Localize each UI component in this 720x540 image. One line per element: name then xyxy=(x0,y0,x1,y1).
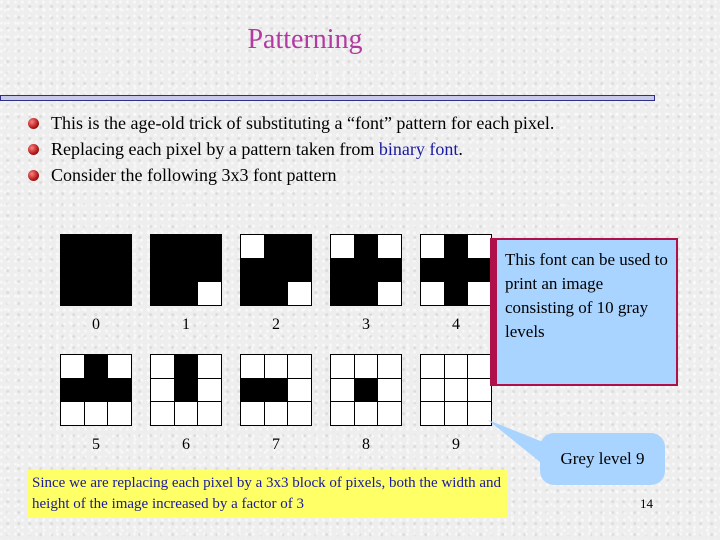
glyph-cell xyxy=(288,379,311,402)
glyph-cell xyxy=(331,402,354,425)
glyph-cell xyxy=(151,259,174,282)
bullet-item xyxy=(28,162,554,188)
glyph-cell xyxy=(198,379,221,402)
glyph-cell xyxy=(355,259,378,282)
glyph-label: 5 xyxy=(92,436,100,453)
glyph-label: 8 xyxy=(362,436,370,453)
glyph-cell xyxy=(355,402,378,425)
glyph-cell xyxy=(355,282,378,305)
glyph-cell xyxy=(288,402,311,425)
glyph-cell xyxy=(445,282,468,305)
glyph-cell xyxy=(61,282,84,305)
glyph-cell xyxy=(331,379,354,402)
bullet-text-suffix: . xyxy=(458,139,463,159)
glyph-cell xyxy=(108,282,131,305)
bullet-text xyxy=(51,136,463,162)
glyph-cell xyxy=(241,259,264,282)
glyph-cell xyxy=(421,402,444,425)
glyph-cell xyxy=(241,355,264,378)
glyph-cell xyxy=(331,235,354,258)
glyph-2 xyxy=(240,234,312,306)
glyph-cell xyxy=(61,235,84,258)
glyph-cell xyxy=(445,355,468,378)
glyph-cell xyxy=(445,259,468,282)
glyph-0 xyxy=(60,234,132,306)
glyph-cell xyxy=(445,235,468,258)
glyph-cell xyxy=(175,259,198,282)
glyph-cell xyxy=(151,379,174,402)
note-box: Since we are replacing each pixel by a 3x3 block of pixels, both the width and height of the image increased by a factor of 3 xyxy=(28,470,508,518)
glyph-label: 0 xyxy=(92,316,100,333)
glyph-cell xyxy=(355,379,378,402)
glyph-cell xyxy=(468,355,491,378)
glyph-cell xyxy=(108,235,131,258)
grey-level-label: Grey level 9 xyxy=(540,433,665,485)
glyph-9 xyxy=(420,354,492,426)
glyph-cell xyxy=(265,259,288,282)
glyph-cell xyxy=(265,235,288,258)
glyph-cell xyxy=(288,235,311,258)
glyph-cell xyxy=(151,402,174,425)
glyph-cell xyxy=(175,235,198,258)
glyph-cell xyxy=(355,235,378,258)
glyph-label: 6 xyxy=(182,436,190,453)
glyph-cell xyxy=(288,282,311,305)
glyph-cell xyxy=(175,379,198,402)
glyph-label: 3 xyxy=(362,316,370,333)
glyph-4 xyxy=(420,234,492,306)
glyph-cell xyxy=(331,282,354,305)
glyph-cell xyxy=(198,235,221,258)
glyph-cell xyxy=(241,402,264,425)
glyph-cell xyxy=(288,259,311,282)
glyph-cell xyxy=(85,235,108,258)
glyph-cell xyxy=(421,282,444,305)
glyph-cell xyxy=(265,355,288,378)
glyph-cell xyxy=(378,259,401,282)
glyph-cell xyxy=(378,235,401,258)
glyph-cell xyxy=(151,355,174,378)
glyph-cell xyxy=(241,235,264,258)
glyph-cell xyxy=(421,379,444,402)
glyph-cell xyxy=(288,355,311,378)
glyph-cell xyxy=(85,282,108,305)
glyph-cell xyxy=(421,235,444,258)
glyph-cell xyxy=(175,282,198,305)
glyph-cell xyxy=(151,235,174,258)
page-number: 14 xyxy=(640,496,653,511)
glyph-cell xyxy=(265,379,288,402)
glyph-cell xyxy=(468,402,491,425)
bullet-text-prefix: Replacing each pixel by a pattern taken from xyxy=(51,139,379,159)
bullet-item xyxy=(28,110,554,136)
glyph-cell xyxy=(468,379,491,402)
title-divider xyxy=(0,95,655,101)
bullet-item xyxy=(28,136,554,162)
glyph-cell xyxy=(378,402,401,425)
glyph-cell xyxy=(468,259,491,282)
glyph-cell xyxy=(198,355,221,378)
glyph-cell xyxy=(421,355,444,378)
glyph-cell xyxy=(108,402,131,425)
bullet-text: Consider the following 3x3 font pattern xyxy=(51,165,337,185)
glyph-cell xyxy=(198,402,221,425)
glyph-3 xyxy=(330,234,402,306)
glyph-label: 1 xyxy=(182,316,190,333)
glyph-cell xyxy=(468,235,491,258)
bullet-icon xyxy=(28,144,39,155)
glyph-8 xyxy=(330,354,402,426)
glyph-cell xyxy=(85,259,108,282)
slide-title: Patterning xyxy=(247,24,363,55)
bullet-icon xyxy=(28,118,39,129)
glyph-cell xyxy=(198,282,221,305)
glyph-cell xyxy=(378,282,401,305)
glyph-cell xyxy=(265,402,288,425)
glyph-cell xyxy=(265,282,288,305)
glyph-cell xyxy=(108,379,131,402)
glyph-label: 9 xyxy=(452,436,460,453)
glyph-cell xyxy=(445,379,468,402)
callout-box: This font can be used to print an image consisting of 10 gray levels xyxy=(490,238,678,386)
glyph-5 xyxy=(60,354,132,426)
glyph-cell xyxy=(85,402,108,425)
glyph-7 xyxy=(240,354,312,426)
glyph-cell xyxy=(108,259,131,282)
glyph-cell xyxy=(61,379,84,402)
glyph-cell xyxy=(331,259,354,282)
glyph-cell xyxy=(151,282,174,305)
glyph-cell xyxy=(61,259,84,282)
glyph-cell xyxy=(61,355,84,378)
glyph-cell xyxy=(175,355,198,378)
glyph-cell xyxy=(468,282,491,305)
bullet-list xyxy=(28,110,554,188)
glyph-cell xyxy=(198,259,221,282)
bullet-text: This is the age-old trick of substituting a “font” pattern for each pixel. xyxy=(51,113,555,133)
glyph-cell xyxy=(108,355,131,378)
glyph-label: 7 xyxy=(272,436,280,453)
bullet-icon xyxy=(28,170,39,181)
glyph-label: 4 xyxy=(452,316,460,333)
glyph-cell xyxy=(331,355,354,378)
glyph-cell xyxy=(85,379,108,402)
glyph-cell xyxy=(85,355,108,378)
glyph-6 xyxy=(150,354,222,426)
binary-font-link[interactable]: binary font xyxy=(378,139,459,159)
glyph-cell xyxy=(241,282,264,305)
glyph-cell xyxy=(61,402,84,425)
glyph-cell xyxy=(445,402,468,425)
glyph-cell xyxy=(355,355,378,378)
glyph-1 xyxy=(150,234,222,306)
glyph-cell xyxy=(241,379,264,402)
glyph-cell xyxy=(378,355,401,378)
glyph-label: 2 xyxy=(272,316,280,333)
glyph-cell xyxy=(175,402,198,425)
glyph-cell xyxy=(378,379,401,402)
glyph-cell xyxy=(421,259,444,282)
